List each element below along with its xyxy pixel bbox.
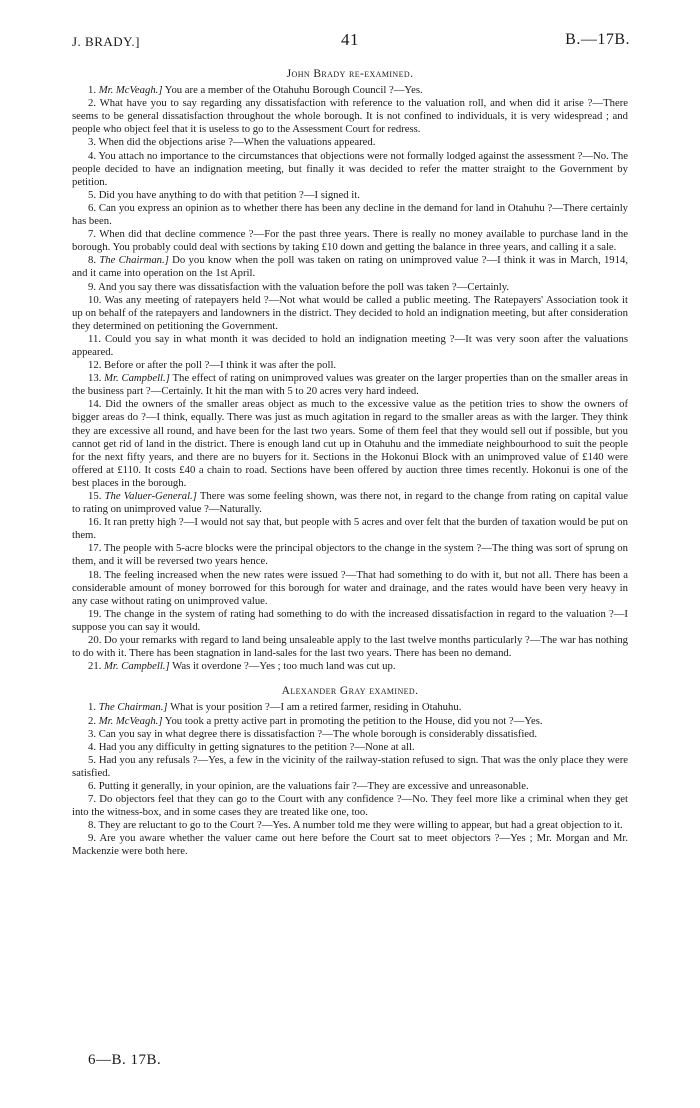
- question-number: 3.: [88, 727, 97, 740]
- question-number: 13.: [88, 372, 102, 385]
- testimony-paragraph: [72, 228, 628, 254]
- question-number: 1.: [88, 701, 97, 714]
- section-heading: John Brady re-examined.: [286, 68, 414, 80]
- question-number: 9.: [88, 832, 97, 845]
- testimony-text: Did the owners of the smaller areas object as much to the excessive value as the petition tries to show the owners of bigger areas do ?—I think, equally. There was just as much agitation in regard to the smaller areas as with the larger. They think they are excessive all round, and have been for the last two years. Some of them feel that they would sell out if possible, but you cannot get rid of land in the district. There is enough land cut up in Otahuhu and the immediate neighbourhood to suit the people for the next fifty years, and there are no buyers for it. Sections in the Hokonui Block with an unimproved value of £140 were offered at £110. It costs £40 a chain to road. Sections have been offered by auction three times recently. Hokonui is one of the best places in the borough.: [72, 398, 629, 489]
- testimony-paragraph: [72, 660, 628, 673]
- testimony-text: Do you know when the poll was taken on rating on unimproved value ?—I think it was in March, 1914, and it came into operation on the 1st April.: [72, 254, 629, 280]
- question-number: 16.: [88, 516, 102, 529]
- testimony-paragraph: [72, 819, 628, 832]
- testimony-paragraph: [72, 189, 628, 202]
- testimony-text: Had you any difficulty in getting signatures to the petition ?—None at all.: [98, 740, 415, 753]
- testimony-paragraph: [72, 84, 628, 97]
- testimony-text: The effect of rating on unimproved values was greater on the larger properties than on the smaller areas in the business part ?—Certainly. It hit the man with 5 to 20 acres very hard indeed.: [72, 372, 628, 398]
- testimony-text: Did you have anything to do with that petition ?—I signed it.: [98, 188, 360, 201]
- question-number: 8.: [88, 819, 97, 832]
- question-number: 10.: [88, 293, 102, 306]
- question-number: 21.: [88, 660, 102, 673]
- testimony-text: Before or after the poll ?—I think it was after the poll.: [104, 359, 337, 372]
- question-number: 12.: [88, 359, 102, 372]
- question-number: 5.: [88, 753, 97, 766]
- testimony-text: The people with 5-acre blocks were the principal objectors to the change in the system ?—The thing was sort of sprung on them, and it will be reversed two years hence.: [72, 542, 628, 568]
- testimony-text: Can you say in what degree there is dissatisfaction ?—The whole borough is considerably dissatisfied.: [98, 727, 538, 740]
- testimony-text: Can you express an opinion as to whether there has been any decline in the demand for land in Otahuhu ?—There certainly has been.: [72, 201, 629, 228]
- question-number: 2.: [88, 714, 97, 727]
- testimony-text: You attach no importance to the circumstances that objections were not formally lodged against the assessment ?—No. The people decided to have an indignation meeting, but finally it was decided to refer the matter straight to the Government by petition.: [72, 149, 628, 188]
- testimony-paragraph: [72, 359, 628, 372]
- speaker-label: The Chairman.]: [99, 254, 169, 267]
- testimony-text: What is your position ?—I am a retired farmer, residing in Otahuhu.: [170, 701, 462, 714]
- question-number: 4.: [88, 740, 97, 753]
- testimony-paragraph: [72, 372, 628, 398]
- testimony-paragraph: [72, 569, 628, 608]
- speaker-label: Mr. McVeagh.]: [98, 714, 163, 727]
- question-number: 19.: [88, 607, 102, 620]
- running-header-left: J. BRADY.]: [72, 34, 140, 49]
- testimony-paragraph: [72, 333, 628, 359]
- question-number: 7.: [88, 228, 97, 241]
- testimony-paragraph: [72, 516, 628, 542]
- testimony-text: When did the objections arise ?—When the valuations appeared.: [98, 136, 376, 149]
- document-reference: B.—17B.: [565, 31, 630, 48]
- testimony-text: Could you say in what month it was decided to hold an indignation meeting ?—It was very soon after the valuations appeared.: [72, 332, 628, 358]
- speaker-label: Mr. Campbell.]: [104, 372, 170, 385]
- testimony-text: Do objectors feel that they can go to the Court with any confidence ?—No. They feel more like a criminal when they get into the witness-box, and in some cases they are treated like one, too.: [72, 793, 629, 819]
- testimony-paragraph: [72, 832, 628, 858]
- testimony-paragraph: [72, 754, 628, 780]
- testimony-paragraph: [72, 542, 628, 568]
- page-number: 41: [341, 30, 359, 49]
- testimony-text: They are reluctant to go to the Court ?—Yes. A number told me they were willing to appear, but had a great objection to it.: [98, 819, 623, 832]
- testimony-text: Was any meeting of ratepayers held ?—Not what would be called a public meeting. The Ratepayers' Association took it up on behalf of the ratepayers and landowners in the district. They decided to hold an indignation meeting, but after consideration they determined on petitioning the Government.: [72, 293, 628, 332]
- question-number: 9.: [88, 280, 97, 293]
- testimony-paragraph: [72, 741, 628, 754]
- question-number: 11.: [88, 332, 101, 345]
- testimony-text: Do your remarks with regard to land being unsaleable apply to the last twelve months particularly ?—The war has nothing to do with it. There has been stagnation in land-sales for the last two years. There has been no demand.: [72, 634, 629, 660]
- testimony-text: Putting it generally, in your opinion, are the valuations fair ?—They are excessive and unreasonable.: [98, 779, 529, 792]
- testimony-paragraph: [72, 294, 628, 333]
- question-number: 1.: [88, 84, 97, 97]
- question-number: 6.: [88, 201, 97, 214]
- question-number: 4.: [88, 149, 97, 162]
- speaker-label: Mr. Campbell.]: [104, 660, 170, 673]
- question-number: 18.: [88, 568, 102, 581]
- speaker-label: The Chairman.]: [98, 701, 168, 714]
- question-number: 6.: [88, 779, 97, 792]
- testimony-paragraph: [72, 728, 628, 741]
- question-number: 14.: [88, 398, 102, 411]
- document-body: [72, 64, 628, 859]
- testimony-text: It ran pretty high ?—I would not say that, but people with 5 acres and over felt that the burden of taxation would be put on them.: [72, 516, 628, 542]
- testimony-paragraph: [72, 715, 628, 728]
- testimony-text: Was it overdone ?—Yes ; too much land was cut up.: [172, 660, 396, 673]
- speaker-label: Mr. McVeagh.]: [98, 84, 163, 97]
- question-number: 15.: [88, 490, 102, 502]
- testimony-paragraph: [72, 254, 628, 280]
- testimony-paragraph: [72, 97, 628, 136]
- testimony-paragraph: [72, 780, 628, 793]
- testimony-paragraph: [72, 398, 628, 490]
- question-number: 5.: [88, 188, 97, 201]
- testimony-paragraph: [72, 701, 628, 714]
- testimony-paragraph: [72, 793, 628, 819]
- testimony-text: When did that decline commence ?—For the past three years. There is really no money available to purchase land in the borough. You probably could deal with sections by taking £10 down and getting the balance in three years, and calling it a sale.: [72, 228, 628, 254]
- question-number: 8.: [88, 254, 97, 267]
- testimony-text: There was some feeling shown, was there not, in regard to the change from rating on capital value to rating on unimproved value ?—Naturally.: [72, 490, 629, 516]
- testimony-paragraph: [72, 634, 628, 660]
- section-heading: Alexander Gray examined.: [281, 685, 419, 698]
- testimony-text: You are a member of the Otahuhu Borough Council ?—Yes.: [164, 84, 423, 97]
- testimony-paragraph: [72, 281, 628, 294]
- question-number: 20.: [88, 634, 102, 647]
- testimony-text: The change in the system of rating had something to do with the increased dissatisfaction in regard to the valuation ?—I suppose you can say it would.: [72, 607, 628, 633]
- question-number: 17.: [88, 542, 102, 555]
- testimony-text: Had you any refusals ?—Yes, a few in the vicinity of the railway-station refused to sign. That was the only place they were satisfied.: [72, 753, 628, 779]
- testimony-text: You took a pretty active part in promoting the petition to the House, did you not ?—Yes.: [164, 714, 543, 727]
- question-number: 7.: [88, 793, 97, 806]
- testimony-paragraph: [72, 202, 628, 228]
- speaker-label: The Valuer-General.]: [104, 490, 197, 502]
- testimony-text: And you say there was dissatisfaction with the valuation before the poll was taken ?—Certainly.: [98, 280, 510, 293]
- testimony-text: The feeling increased when the new rates were issued ?—That had something to do with it, but not all. There has been a considerable amount of money borrowed for this borough for water and drainage, and the rates would have been very heavy in any case without rating on unimproved value.: [72, 568, 628, 607]
- testimony-paragraph: [72, 136, 628, 149]
- question-number: 2.: [88, 97, 97, 110]
- section-spacer: [72, 673, 628, 681]
- testimony-paragraph: [72, 490, 628, 516]
- testimony-paragraph: [72, 608, 628, 634]
- question-number: 3.: [88, 136, 97, 149]
- testimony-paragraph: [72, 150, 628, 189]
- signature-mark: 6—B. 17B.: [88, 1052, 162, 1068]
- testimony-text: What have you to say regarding any dissatisfaction with reference to the valuation roll, and when did it arise ?—There seems to be general dissatisfaction throughout the whole borough. It is not confined to individuals, it is very widespread ; and people who object feel that it is useless to go to the Assessment Court for redress.: [72, 97, 628, 136]
- testimony-text: Are you aware whether the valuer came out here before the Court sat to meet objectors ?—Yes ; Mr. Morgan and Mr. Mackenzie were both here.: [72, 832, 628, 858]
